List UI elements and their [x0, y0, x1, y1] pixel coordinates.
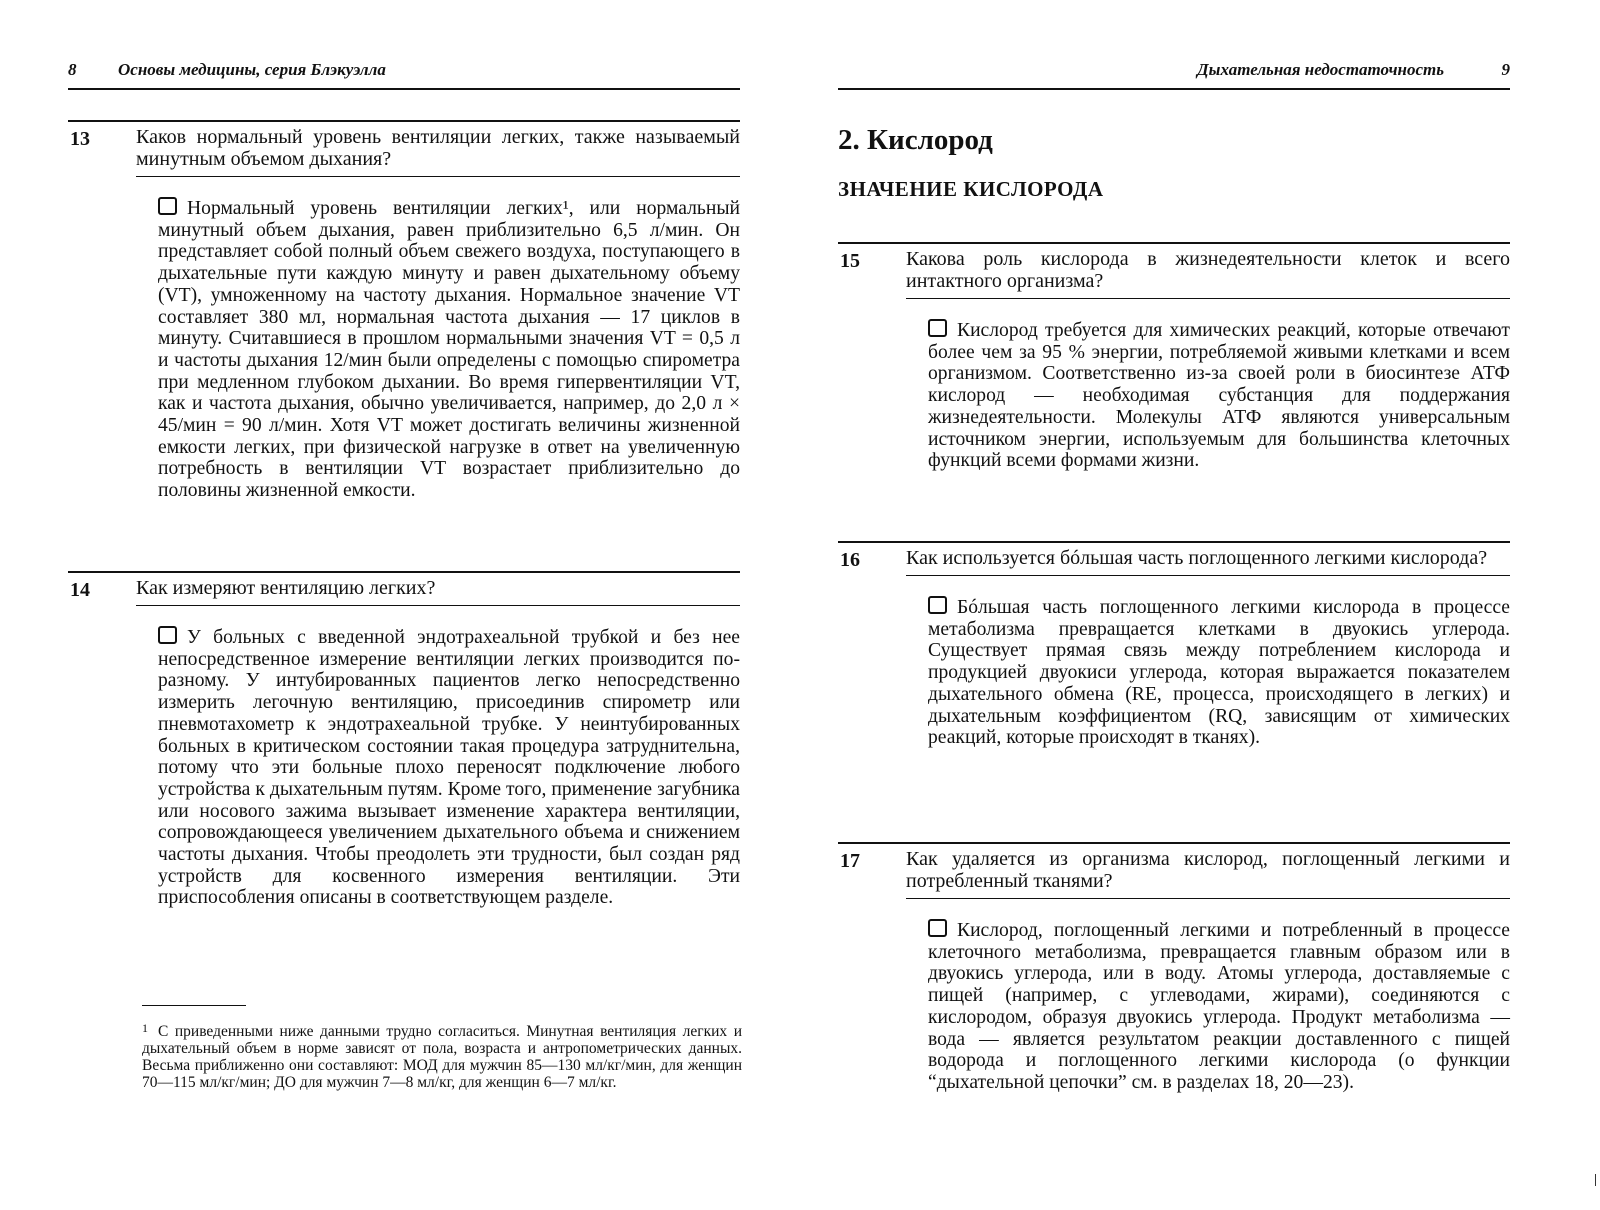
question-block-15 [838, 242, 1510, 472]
footnote-text: С приведенными ниже данными трудно согласиться. Минутная вентиляция легких и дыхательный объем в норме зависят от пола, возраста и антропометрических данных. Весьма приближенно они составляют: МОД для мужчин 85—130 мл/кг/мин, для женщин 70—115 мл/кг/мин; ДО для мужчин 7—8 мл/кг, для женщин 6—7 мл/кг. [142, 1023, 742, 1091]
page-number-right: 9 [1501, 60, 1510, 79]
question-number: 16 [840, 549, 860, 571]
question-block-13 [68, 120, 740, 502]
answer-text: Нормальный уровень вентиляции легких¹, или нормальный минутный объем дыхания, равен приблизительно 6,5 л/мин. Он представляет собой полный объем свежего воздуха, поступающего в дыхательные пути каждую минуту и равен дыхательному объему (VT), умноженному на частоту дыхания. Нормальное значение VT составляет 380 мл, нормальная частота дыхания — 17 циклов в минуту. Считавшиеся в прошлом нормальными значения VT = 0,5 л и частоты дыхания 12/мин были определены с помощью спирометра при медленном глубоком дыхании. Во время гипервентиляции VT, как и частота дыхания, обычно увеличивается, например, до 2,0 л × 45/мин = 90 л/мин. Хотя VT может достигать величины жизненной емкости легких, при физической нагрузке в ответ на увеличенную потребность в вентиляции VT возрастает приблизительно до половины жизненной емкости. [158, 198, 740, 502]
question-text: Как используется бóльшая часть поглощенного легкими кислорода? [906, 543, 1510, 576]
page-number-left: 8 [68, 60, 77, 79]
checkbox-bullet-icon [158, 626, 177, 644]
answer-text: Бóльшая часть поглощенного легкими кислорода в процессе метаболизма превращается клетками в двуокись углерода. Существует прямая связь между потреблением кислорода и продукцией двуокиси углерода, которая выражается показателем дыхательного обмена (RE, процесса, происходящего в легких) и дыхательным коэффициентом (RQ, зависящим от химических реакций, которые происходят в тканях). [928, 597, 1510, 749]
answer-block [158, 626, 740, 909]
answer-block [928, 919, 1510, 1094]
checkbox-bullet-icon [928, 919, 947, 937]
footnote-divider [142, 1005, 246, 1006]
left-page [68, 0, 740, 1210]
answer-block [928, 596, 1510, 749]
question-number: 14 [70, 579, 90, 601]
question-number: 13 [70, 128, 90, 150]
footnote-mark: 1 [142, 1021, 148, 1035]
running-title-right: Дыхательная недостаточность [1197, 60, 1444, 79]
question-text: Какова роль кислорода в жизнедеятельности клеток и всего интактного организма? [906, 244, 1510, 299]
question-block-17 [838, 842, 1510, 1094]
checkbox-bullet-icon [928, 319, 947, 337]
question-block-16 [838, 541, 1510, 749]
checkbox-bullet-icon [928, 596, 947, 614]
running-header-left [68, 58, 740, 90]
answer-block [158, 197, 740, 502]
running-title-left: Основы медицины, серия Блэкуэлла [118, 60, 386, 79]
section-title: ЗНАЧЕНИЕ КИСЛОРОДА [838, 177, 1104, 201]
answer-text: Кислород, поглощенный легкими и потребленный в процессе клеточного метаболизма, превращается главным образом или в двуокись углерода, или в воду. Атомы углерода, доставляемые с пищей (например, с углеводами, жирами), соединяются с кислородом, образуя двуокись углерода. Продукт метаболизма — вода — является результатом реакции доставленного с пищей водорода и поглощенного легкими кислорода (о функции “дыхательной цепочки” см. в разделах 18, 20—23). [928, 920, 1510, 1093]
question-text: Каков нормальный уровень вентиляции легких, также называемый минутным объемом дыхания? [136, 122, 740, 177]
question-number: 15 [840, 250, 860, 272]
question-text: Как удаляется из организма кислород, поглощенный легкими и потребленный тканями? [906, 844, 1510, 899]
question-text: Как измеряют вентиляцию легких? [136, 573, 740, 606]
right-page [838, 0, 1510, 1210]
answer-text: У больных с введенной эндотрахеальной трубкой и без нее непосредственное измерение вентиляции легких производится по-разному. У интубированных пациентов легко непосредственно измерить легочную вентиляцию, присоединив спирометр или пневмотахометр к эндотрахеальной трубке. У неинтубированных больных в критическом состоянии такая процедура затруднительна, потому что эти больные плохо переносят подключение любого устройства к дыхательным путям. Кроме того, применение загубника или носового зажима вызывает изменение характера вентиляции, сопровождающееся увеличением дыхательного объема и снижением частоты дыхания. Чтобы преодолеть эти трудности, был создан ряд устройств для косвенного измерения вентиляции. Эти приспособления описаны в соответствующем разделе. [158, 627, 740, 909]
checkbox-bullet-icon [158, 197, 177, 215]
answer-block [928, 319, 1510, 472]
chapter-title: 2. Кислород [838, 124, 993, 156]
running-header-right [838, 58, 1510, 90]
footnote [142, 1020, 742, 1091]
question-number: 17 [840, 850, 860, 872]
scan-edge-mark [1595, 1174, 1597, 1186]
question-block-14 [68, 571, 740, 909]
answer-text: Кислород требуется для химических реакций, которые отвечают более чем за 95 % энергии, потребляемой живыми клетками и всем организмом. Соответственно из-за своей роли в биосинтезе АТФ кислород — необходимая субстанция для поддержания жизнедеятельности. Молекулы АТФ являются универсальным источником энергии, используемым для большинства клеточных функций всеми формами жизни. [928, 320, 1510, 472]
